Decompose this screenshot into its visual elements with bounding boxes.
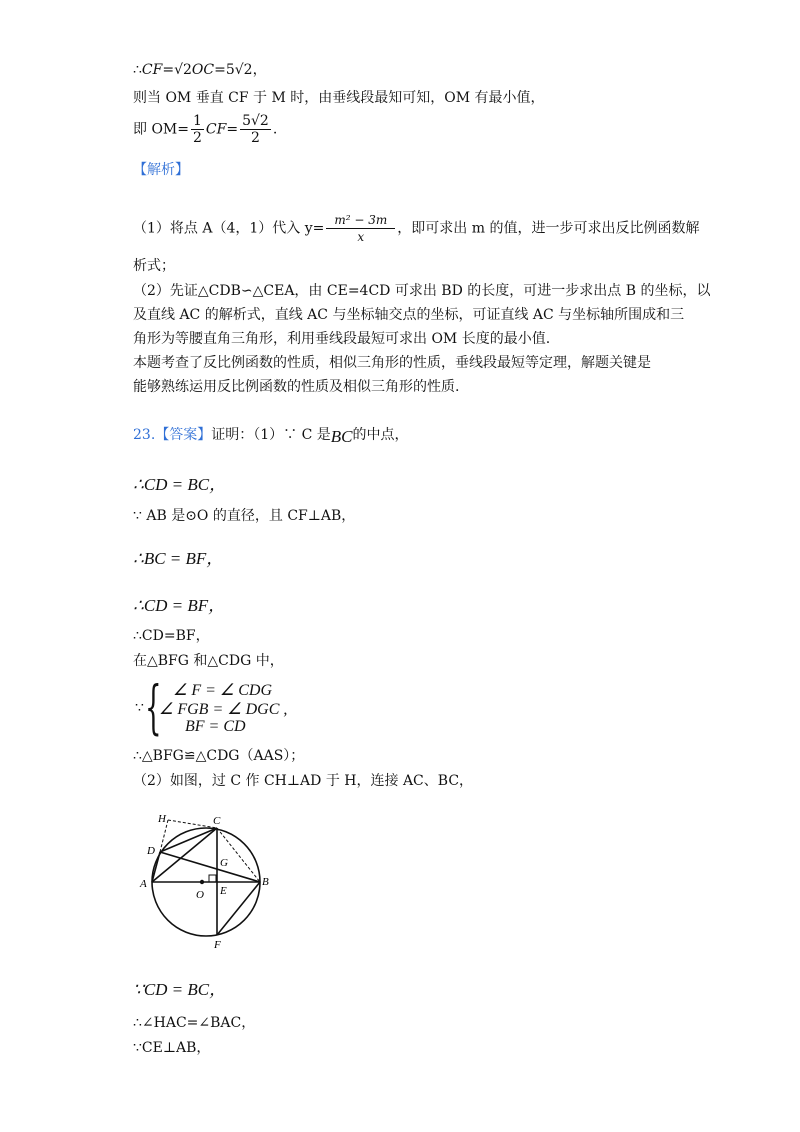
step-cd-eq-bf-arc: ∴CD = BF， [133, 596, 226, 615]
label-h: H [158, 813, 166, 825]
condition-1: ∠ F = ∠ CDG [173, 682, 273, 699]
step-ce-perp-ab: ∵CE⊥AB， [133, 1040, 211, 1056]
step-angle-hac: ∴∠HAC=∠BAC， [133, 1015, 256, 1031]
analysis-line-2: 析式； [133, 258, 175, 274]
math-eq: = [162, 62, 175, 78]
label-c: C [213, 815, 221, 827]
label-o: O [196, 889, 204, 901]
step-cd-eq-bc-2: ∵CD = BC， [133, 980, 227, 999]
step-ab-diameter: ∵ AB 是⊙O 的直径，且 CF⊥AB， [133, 508, 356, 524]
frac-num2: 5√2 [242, 113, 269, 129]
math-eq2: =5 [214, 62, 235, 78]
frac-m-num: m² − 3m [326, 212, 395, 229]
label-g: G [220, 857, 228, 869]
label-e: E [220, 885, 227, 897]
math-end: ， [252, 62, 267, 78]
math-root2b: √2 [234, 62, 253, 78]
congruence-conditions [135, 673, 355, 741]
because-symbol: ∵ [135, 700, 144, 716]
om-prefix: 即 OM= [133, 121, 189, 138]
analysis-text-b: ，即可求出 m 的值，进一步可求出反比例函数解 [397, 220, 700, 237]
step-bc-eq-bf: ∴BC = BF， [133, 549, 224, 568]
fraction-m [326, 212, 395, 245]
q23-number: 23. [133, 427, 156, 443]
geometry-figure [138, 810, 278, 960]
analysis-line-4: 及直线 AC 的解析式，直线 AC 与坐标轴交点的坐标，可证直线 AC 与坐标轴所围成和三 [133, 307, 685, 323]
label-f: F [214, 939, 221, 951]
condition-3: BF = CD [185, 718, 246, 735]
proof-intro-end: 的中点， [352, 427, 409, 443]
proof-intro: 证明：（1）∵ C 是 [211, 427, 331, 443]
left-brace: { [145, 673, 162, 741]
frac-m-den: x [357, 230, 365, 244]
step-in-triangles: 在△BFG 和△CDG 中， [133, 653, 284, 669]
analysis-line-3: （2）先证△CDB∽△CEA，由 CE=4CD 可求出 BD 的长度，可进一步求出点 B 的坐标，以 [133, 283, 711, 299]
therefore-symbol: ∴ [133, 62, 142, 78]
label-d: D [147, 845, 155, 857]
math-cf2: CF= [205, 121, 239, 138]
label-a: A [140, 878, 147, 890]
fraction-half [191, 113, 204, 146]
analysis-line-1 [133, 212, 699, 252]
line-om-formula [133, 113, 277, 153]
frac-den2: 2 [250, 130, 260, 146]
answer-label: 【答案】 [155, 427, 212, 443]
period: . [272, 121, 278, 138]
analysis-line-7: 能够熟练运用反比例函数的性质及相似三角形的性质. [133, 379, 460, 395]
analysis-text-a: （1）将点 A（4，1）代入 y= [133, 220, 325, 237]
label-b: B [262, 876, 269, 888]
fraction-5root2 [240, 113, 271, 146]
frac-den: 2 [193, 130, 202, 146]
arc-bc: BC [330, 427, 353, 446]
analysis-label: 【解析】 [133, 162, 189, 178]
math-cf: CF [141, 62, 163, 78]
step-cd-eq-bf: ∴CD=BF， [133, 628, 210, 644]
step-part2: （2）如图，过 C 作 CH⊥AD 于 H，连接 AC、BC， [133, 773, 474, 789]
analysis-line-6: 本题考查了反比例函数的性质，相似三角形的性质，垂线段最短等定理，解题关键是 [133, 355, 651, 371]
line-om-min: 则当 OM 垂直 CF 于 M 时，由垂线段最知可知，OM 有最小值， [133, 90, 545, 106]
condition-2: ∠ FGB = ∠ DGC , [159, 701, 288, 718]
q23-header [133, 424, 409, 445]
math-root2: √2 [174, 62, 192, 78]
line-cf-value [133, 60, 267, 80]
analysis-line-5: 角形为等腰直角三角形，利用垂线段最短可求出 OM 长度的最小值. [133, 331, 551, 347]
step-cd-eq-bc: ∴CD = BC， [133, 475, 227, 494]
math-oc: OC [191, 62, 215, 78]
step-congruent: ∴△BFG≌△CDG（AAS）； [133, 748, 305, 764]
frac-num: 1 [193, 113, 202, 129]
